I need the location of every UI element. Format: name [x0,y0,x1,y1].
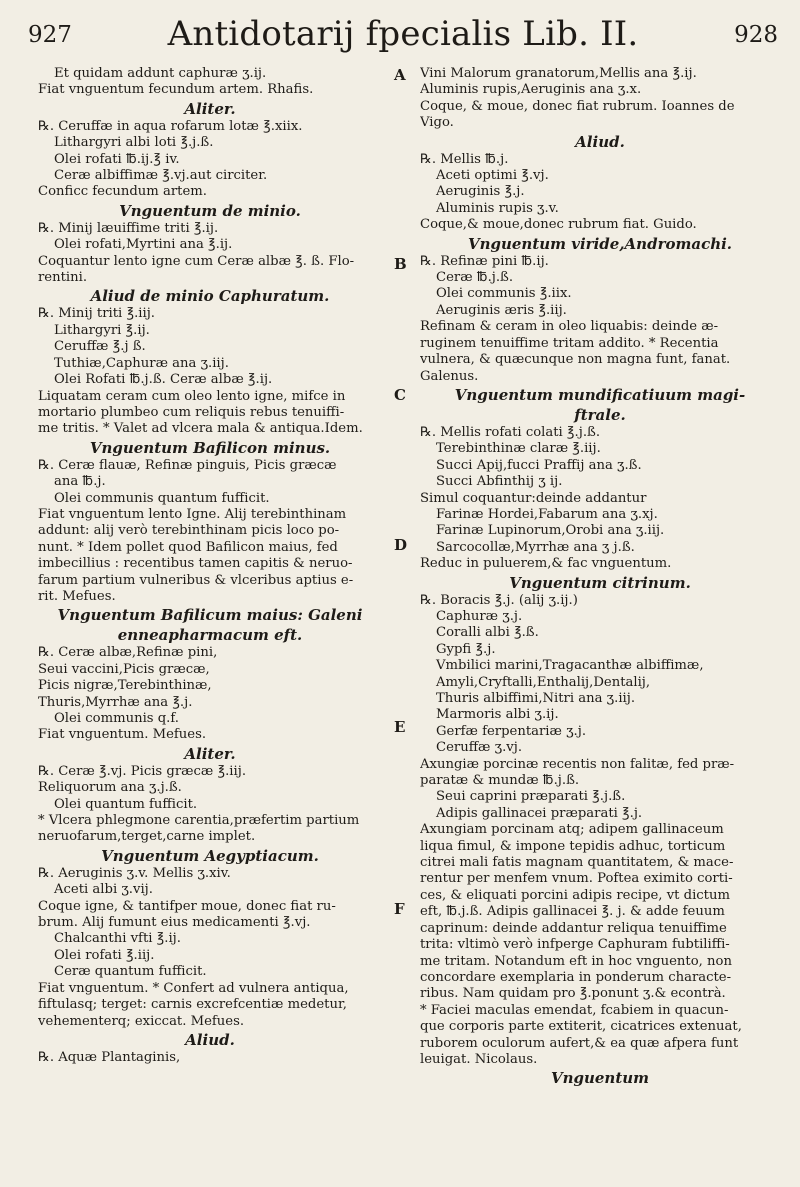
left-column-text-line: ℞. Minij læuiffime triti ℥.ij. [38,220,219,236]
right-column-text-line: ℞. Mellis rofati colati ℥.j.ß. [420,424,601,440]
left-column-text-line: * Vlcera phlegmone carentia,præfertim partium [38,813,360,829]
right-column-text-line: Vmbilici marini,Tragacanthæ albiffimæ, [436,658,704,674]
running-title: Antidotarij fpecialis Lib. II. [167,14,639,54]
left-column-text-line: Ceræ quantum fufficit. [54,964,207,980]
right-column-text-line: concordare exemplaria in ponderum characte- [420,969,732,985]
right-column-text-line: ℞. Boracis ℥.j. (alij ʒ.ij.) [420,592,578,608]
right-column-text-line: Ceræ ℔.j.ß. [436,270,514,286]
right-column-text-line: Marmoris albi ʒ.ij. [436,707,559,723]
right-column-text-line: Vnguentum [550,1069,650,1088]
left-column-text-line: Ceruffæ ℥.j ß. [54,339,146,355]
right-column-text-line: Coque, & moue, donec fiat rubrum. Ioannes de [420,98,735,114]
right-column-text-line: Aeruginis ℥.j. [436,184,525,200]
right-column-text-line: ribus. Nam quidam pro ℥.ponunt ʒ.& econtrà. [420,986,726,1002]
left-column-text-line: Aliud de minio Caphuratum. [90,287,330,306]
right-column-text-line: Ceruffæ ʒ.vj. [436,740,523,756]
right-column-text-line: Coque,& moue,donec rubrum fiat. Guido. [420,217,697,233]
left-column-text-line: Et quidam addunt caphuræ ʒ.ij. [54,66,267,81]
right-column-text-line: ℞. Mellis ℔.j. [420,151,509,167]
left-column-text-line: Vnguentum Bafilicon minus. [89,438,331,457]
left-column-text-line: Olei communis quantum fufficit. [54,490,270,506]
right-column-text-line: Aluminis rupis,Aeruginis ana ʒ.x. [420,82,642,98]
right-column-text-line: Gerfæ ferpentariæ ʒ.j. [436,723,587,739]
right-column-text-line: rentur per menfem vnum. Poftea eximito corti- [420,871,733,887]
right-column-text-line: Succi Abfinthij ʒ ij. [436,474,563,490]
left-column-text-line: enneapharmacum eft. [117,626,303,645]
left-column-text-line: nunt. * Idem pollet quod Bafilicon maius, fed [38,539,338,555]
right-column-text-line: Axungiæ porcinæ recentis non falitæ, fed præ- [420,756,735,772]
right-column-text-line: vulnera, & quæcunque non magna funt, fanat. [420,352,731,368]
margin-marker-b: B [394,255,407,273]
right-column-text-line: Amyli,Cryftalli,Enthalij,Dentalij, [436,674,651,690]
right-column-text-line: Aceti optimi ℥.vj. [436,168,549,184]
left-column-text-line: farum partium vulneribus & vlceribus aptius e- [38,572,354,588]
right-column-text-line: Axungiam porcinam atq; adipem gallinaceum [420,822,724,838]
left-column-text-line: Picis nigræ,Terebinthinæ, [38,678,212,694]
right-column-text-line: Gypfi ℥.j. [436,641,496,657]
right-column-text-line: Vigo. [420,115,454,131]
left-column-text-line: Fiat vnguentum fecundum artem. Rhafis. [38,82,314,98]
right-column-text-line: Vnguentum viride,Andromachi. [467,234,733,253]
right-column-text-line: Coralli albi ℥.ß. [436,625,539,641]
left-column-text-line: fiftulasq; terget: carnis excrefcentiæ medetur, [38,997,348,1013]
left-column-text-line: brum. Alij fumunt eius medicamenti ℥.vj. [38,915,311,931]
left-column-text-line: Vnguentum Bafilicum maius: Galeni [57,606,363,625]
right-column-text-line: Vini Malorum granatorum,Mellis ana ℥.ij. [420,66,697,81]
left-column-text-line: Olei communis q.f. [54,711,179,726]
left-column-text-line: neruofarum,terget,carne implet. [38,829,256,845]
left-column-text-line: Reliquorum ana ʒ.j.ß. [38,780,182,796]
left-column-text-line: Fiat vnguentum. * Confert ad vulnera antiqua, [38,980,349,996]
right-column-text-line: Aeruginis æris ℥.iij. [436,302,567,318]
right-page-number: 928 [734,22,778,48]
left-column-text-line: Coquantur lento igne cum Ceræ albæ ℥. ß. Flo- [38,253,355,269]
left-column-text-line: Conficc fecundum artem. [38,184,207,200]
right-column [420,66,780,1088]
right-column-text-line: ftrale. [574,405,626,424]
right-column-text-line: paratæ & mundæ ℔.j.ß. [420,773,580,789]
left-column-text-line: Fiat vnguentum lento Igne. Alij terebinthinam [38,506,347,522]
left-column-text-line: addunt: alij verò terebinthinam picis loco po- [38,523,340,539]
left-column-text-line: Aliter. [184,744,236,763]
left-column-text-line: Olei Rofati ℔.j.ß. Ceræ albæ ℥.ij. [54,372,273,388]
right-column-text-line: ruginem tenuiffime tritam addito. * Recentia [420,335,719,351]
left-column-text-line: Aliud. [185,1030,235,1049]
right-column-text-line: ruborem oculorum aufert,& ea quæ afpera funt [420,1035,739,1051]
right-column-text-line: Seui caprini præparati ℥.j.ß. [436,789,626,805]
left-column-text-line: ℞. Aeruginis ʒ.v. Mellis ʒ.xiv. [38,865,231,881]
right-column-text-line: ces, & eliquati porcini adipis recipe, vt dictum [420,887,730,903]
left-column-text-line: Aceti albi ʒ.vij. [54,882,153,898]
left-column-text-line: ℞. Minij triti ℥.iij. [38,306,155,322]
right-column-text-line: citrei mali fatis magnam quantitatem, & mace- [420,855,734,871]
left-column-text-line: me tritis. * Valet ad vlcera mala & antiqua.Idem. [38,421,363,437]
left-column-text-line: ℞. Ceræ flauæ, Refinæ pinguis, Picis græcæ [38,457,337,473]
right-column-text-line: caprinum: deinde addantur reliqua tenuiffime [420,920,727,936]
right-column-text-line: Vnguentum mundificatiuum magi- [454,385,746,404]
left-column-text-line: Ceræ albiffimæ ℥.vj.aut circiter. [54,168,268,184]
left-column-text-line: Olei rofati ℥.iij. [54,947,155,963]
right-column-text-line: liqua fimul, & impone tepidis adhuc, torticum [420,838,726,854]
left-column-text-line: Lithargyri ℥.ij. [54,322,150,338]
left-column-text-line: ℞. Ceræ ℥.vj. Picis græcæ ℥.iij. [38,763,247,779]
right-column-text-line: me tritam. Notandum eft in hoc vnguento, non [420,953,732,969]
left-column-text-line: imbecillius : recentibus tamen capitis & neruo- [38,556,353,572]
right-column-text-line: Farinæ Lupinorum,Orobi ana ʒ.iij. [436,523,665,539]
right-column-text-line: Caphuræ ʒ.j. [436,608,523,624]
margin-marker-e: E [394,718,406,736]
right-column-text-line: leuigat. Nicolaus. [420,1051,538,1067]
left-page-number: 927 [28,22,72,48]
left-column-text-line: Coque igne, & tantifper moue, donec fiat ru- [38,898,336,914]
left-column-text-line: Olei rofati,Myrtini ana ℥.ij. [54,237,233,253]
right-column-text-line: Vnguentum citrinum. [509,573,691,592]
right-column-text-line: trita: vltimò verò infperge Caphuram fubtiliffi- [420,937,730,953]
left-column-text-line: mortario plumbeo cum reliquis rebus tenuiffi- [38,404,345,420]
left-column-text-line: ℞. Ceruffæ in aqua rofarum lotæ ℥.xiix. [38,118,303,134]
right-column-text-line: ℞. Refinæ pini ℔.ij. [420,253,549,269]
left-column-text-line: Chalcanthi vfti ℥.ij. [54,931,181,947]
right-column-text-line: Refinam & ceram in oleo liquabis: deinde æ- [420,319,719,335]
left-column-text-line: Tuthiæ,Caphuræ ana ʒ.iij. [54,355,229,371]
right-column-text-line: Adipis gallinacei præparati ℥.j. [436,805,643,821]
left-column [38,66,382,1066]
right-column-text-line: Thuris albiffimi,Nitri ana ʒ.iij. [436,691,636,706]
margin-marker-d: D [394,536,408,554]
margin-marker-f: F [394,900,405,918]
right-column-text-line: Farinæ Hordei,Fabarum ana ʒ.xj. [436,506,658,522]
left-column-text-line: Olei rofati ℔.ij.℥ iv. [54,151,180,167]
left-column-text-line: rit. Mefues. [38,588,116,604]
left-column-text-line: Olei quantum fufficit. [54,796,198,812]
right-column-text-line: Reduc in puluerem,& fac vnguentum. [420,556,672,572]
left-column-text-line: Aliter. [184,99,236,118]
right-column-text-line: Aluminis rupis ʒ.v. [436,200,559,216]
right-column-text-line: * Faciei maculas emendat, fcabiem in quacun- [420,1002,729,1018]
right-column-text-line: que corporis parte extiterit, cicatrices extenuat, [420,1019,742,1035]
left-column-text-line: vehementerq; exiccat. Mefues. [38,1013,245,1029]
left-column-text-line: Liquatam ceram cum oleo lento igne, mifce in [38,388,346,404]
margin-marker-a: A [394,66,406,84]
left-column-text-line: ana ℔.j. [54,474,106,490]
left-column-text-line: Fiat vnguentum. Mefues. [38,727,207,743]
right-column-text-line: Galenus. [420,368,479,384]
right-column-text-line: Simul coquantur:deinde addantur [420,490,647,506]
running-header [28,14,778,58]
left-column-text-line: Vnguentum Aegyptiacum. [101,846,319,865]
right-column-text-line: Succi Apij,fucci Praffij ana ʒ.ß. [436,457,642,473]
left-column-text-line: Thuris,Myrrhæ ana ℥.j. [38,694,193,710]
left-column-text-line: Lithargyri albi loti ℥.j.ß. [54,135,214,151]
left-column-text-line: ℞. Ceræ albæ,Refinæ pini, [38,645,218,661]
right-column-text-line: eft, ℔.j.ß. Adipis gallinacei ℥. j. & adde feuum [420,904,725,920]
right-column-text-line: Sarcocollæ,Myrrhæ ana ʒ j.ß. [436,539,635,555]
left-column-text-line: rentini. [38,270,88,286]
margin-marker-c: C [394,386,406,404]
right-column-text-line: Terebinthinæ claræ ℥.iij. [436,441,601,457]
left-column-text-line: ℞. Aquæ Plantaginis, [38,1049,181,1065]
left-column-text-line: Seui vaccini,Picis græcæ, [38,661,210,677]
right-column-text-line: Aliud. [575,132,625,151]
right-column-text-line: Olei communis ℥.iix. [436,286,572,302]
left-column-text-line: Vnguentum de minio. [119,201,301,220]
